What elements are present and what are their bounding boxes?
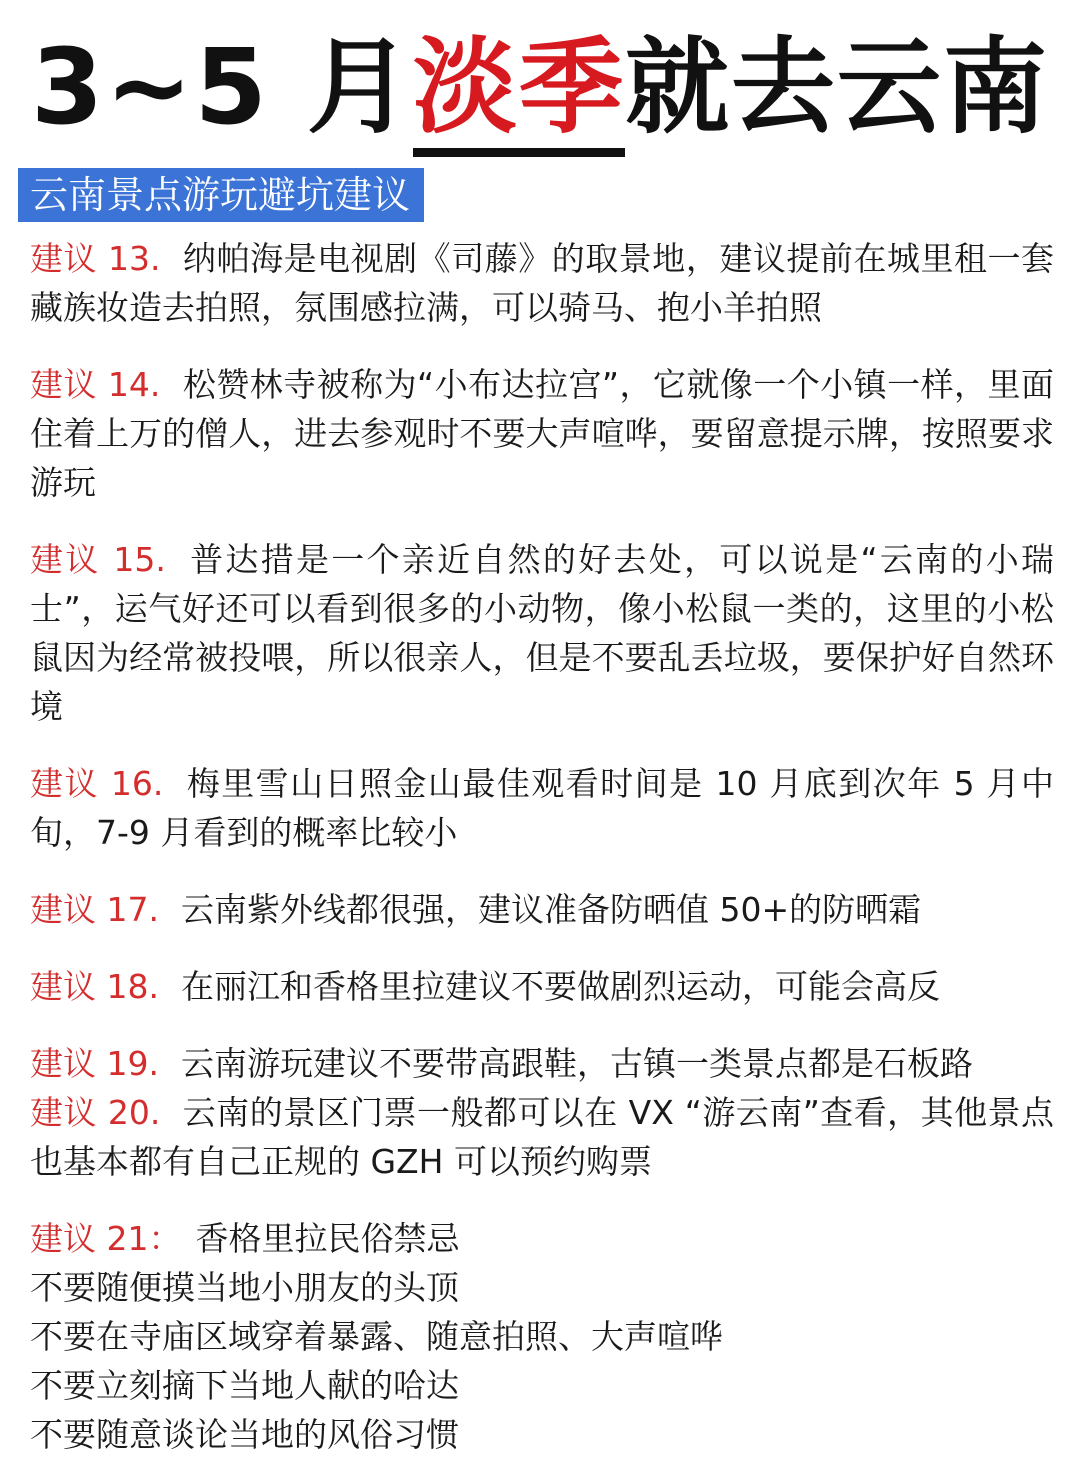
tip-17 [30,885,1054,934]
tip-15 [30,535,1054,731]
tip-label: 建议 13. [30,239,161,278]
tip-text: 纳帕海是电视剧《司藤》的取景地，建议提前在城里租一套藏族妆造去拍照，氛围感拉满，可以骑马、抱小羊拍照 [30,239,1054,327]
tip-20 [30,1088,1054,1186]
page-title [0,22,1080,152]
tip-text: 香格里拉民俗禁忌 [195,1219,460,1258]
tip-label: 建议 15. [30,540,166,579]
tip-text: 在丽江和香格里拉建议不要做剧烈运动，可能会高反 [180,967,940,1006]
tip-label: 建议 20. [30,1093,161,1132]
section-banner: 云南景点游玩避坑建议 [18,168,424,222]
tip-text: 普达措是一个亲近自然的好去处，可以说是“云南的小瑞士”，运气好还可以看到很多的小动物，像小松鼠一类的，这里的小松鼠因为经常被投喂，所以很亲人，但是不要乱丢垃圾，要保护好自然环境 [30,540,1054,726]
tip-label: 建议 16. [30,764,164,803]
tip-label: 建议 18. [30,967,159,1006]
tip-label: 建议 19. [30,1044,159,1083]
taboo-list [30,1263,1054,1459]
tip-21 [30,1214,1054,1263]
taboo-item: 不要随意谈论当地的风俗习惯 [30,1415,459,1454]
tip-text: 梅里雪山日照金山最佳观看时间是 10 月底到次年 5 月中旬，7-9 月看到的概率比较小 [30,764,1054,852]
tips-content [30,234,1054,1459]
tip-text: 云南游玩建议不要带高跟鞋，古镇一类景点都是石板路 [180,1044,973,1083]
tip-label: 建议 17. [30,890,159,929]
tip-16 [30,759,1054,857]
tip-label: 建议 21： [30,1219,182,1258]
taboo-item: 不要随便摸当地小朋友的头顶 [30,1268,459,1307]
tip-18 [30,962,1054,1011]
tip-text: 松赞林寺被称为“小布达拉宫”，它就像一个小镇一样，里面住着上万的僧人，进去参观时不要大声喧哗，要留意提示牌，按照要求游玩 [30,365,1054,502]
tip-19 [30,1039,1054,1088]
title-part-1: 3~5 月 [30,26,414,148]
title-part-2: 就去云南 [625,26,1050,148]
title-highlight: 淡季 [413,26,625,157]
taboo-item: 不要在寺庙区域穿着暴露、随意拍照、大声喧哗 [30,1317,723,1356]
tip-text: 云南的景区门票一般都可以在 VX “游云南”查看，其他景点也基本都有自己正规的 GZH 可以预约购票 [30,1093,1054,1181]
taboo-item: 不要立刻摘下当地人献的哈达 [30,1366,459,1405]
tip-label: 建议 14. [30,365,161,404]
tip-14 [30,360,1054,507]
tip-13 [30,234,1054,332]
tip-text: 云南紫外线都很强，建议准备防晒值 50+的防晒霜 [180,890,922,929]
